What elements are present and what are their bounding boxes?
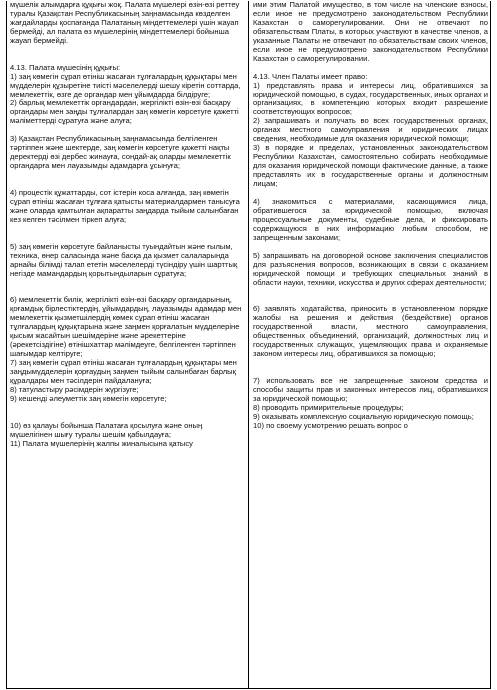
section-heading-ru: 4.13. Член Палаты имеет право:: [253, 71, 368, 81]
russian-text-column: [253, 1, 488, 688]
list-item-kz-2: 2) барлық мемлекеттік органдардан, жергілікті өзін-өзі басқару органдары мен заңды тұлғалардан заң көмегін көрсетуге қажетті мәліметтерді сұратуға және алуға;: [10, 98, 239, 126]
section-heading-kz: 4.13. Палата мүшесінің құқығы:: [10, 62, 121, 72]
list-item-kz-1: 1) заң көмегін сұрап өтініш жасаған тұлғалардың құқықтары мен мүдделерін құзыретіне тиісті мәселелерді шешу кіретін соттарда, мемлекеттік, өзге де органдар мен ұйымдарда білдіруге;: [10, 71, 241, 99]
list-item-kz-6: 6) мемлекеттік билік, жергілікті өзін-өзі басқару органдарының, қоғамдық бірлестіктердің, ұйымдардың, лауазымды адамдар мен мемлекеттік қызметшілердің көмек сұрап өтініш жасаған тұлғалардың құқықтарына және заңмен қорғалатын мүдделеріне қысым жасайтын шешімдеріне және әрекеттеріне (әрекетсіздігіне) өтінішхаттар мәлімдеуге, белгіленген тәртіппен шағымдар келтіруге;: [10, 295, 242, 359]
list-item-kz-9: 9) кешенді әлеуметтік заң көмегін көрсетуге;: [10, 393, 167, 403]
list-item-kz-7: 7) заң көмегін сұрап өтініш жасаған тұлғалардың құқықтары мен заңдымүдделерін қорғаудың заңмен тыйым салынбаған барлық құралдары мен тәсілдерін пайдалануға;: [10, 358, 237, 385]
paragraph-ru-intro: ими этим Палатой имущество, в том числе на членские взносы, если иное не предусмотрено законодательством Республики Казахстан о саморегулировании. Они не отвечают по обязательствам Платы, в которых участвуют в качестве членов, а указанные Палаты не отвечают по обязательствам своих членов, если иное не предусмотрено законодательством Республики Казахстан о саморегулировании.: [253, 1, 488, 63]
list-item-kz-4: 4) процестік құжаттарды, сот істерін коса алғанда, заң көмегін сұрап өтініш жасаған тұлғаға қатысты материалдармен танысуға және оларда қамтылған ақпаратты заңдарда тыйым салынбаған кез келген тәсілмен тіркеп алуға;: [10, 187, 240, 224]
list-item-kz-10: 10) өз қалауы бойынша Палатаға қосылуға және оның мүшелігінен шығу туралы шешім қабылдауға;: [10, 420, 203, 439]
list-item-ru-6: 6) заявлять ходатайства, приносить в установленном порядке жалобы на решения и действия (бездействие) органов государственной власти, местного самоуправления, общественных объединений, организаций, должностных лиц и государственных служащих, ущемляющих права и охраняемые законом интересы лиц, обратившихся за помощью;: [253, 304, 488, 359]
list-item-ru-7: 7) использовать все не запрещенные законом средства и способы защиты прав и законных интересов лиц, обратившихся за юридической помощью;: [253, 375, 488, 403]
list-item-ru-9: 9) оказывать комплексную социальную юридическую помощь;: [253, 411, 474, 421]
list-item-ru-5: 5) запрашивать на договорной основе заключения специалистов для разъяснения вопросов, возникающих в связи с оказанием юридической помощи и требующих специальных знаний в области науки, техники, искусства и других сферах деятельности;: [253, 250, 488, 287]
document-page: [6, 1, 491, 689]
list-item-kz-8: 8) татуластыру рәсімдерін жүргізуге;: [10, 384, 139, 394]
list-item-ru-2: 2) запрашивать и получать во всех государственных органах, органах местного самоуправления и юридических лицах сведения, необходимые для оказания юридической помощи;: [253, 116, 488, 144]
list-item-ru-3: 3) в порядке и пределах, установленных законодательством Республики Казахстан, самостоятельно собирать необходимые для оказания юридической помощи фактические данные, а также представлять их в государственные органы и должностным лицам;: [253, 143, 488, 189]
list-item-ru-1: 1) представлять права и интересы лиц, обратившихся за юридической помощью, в судах, государственных, иных органах и организациях, в компетенцию которых входит разрешение соответствующих вопросов;: [253, 80, 488, 117]
kazakh-text-column: [10, 1, 244, 688]
paragraph-kz-intro: мүшелік алымдарға құқығы жоқ. Палата мүшелері өзін-өзі реттеу туралы Қазақстан Республикасының заңнамасында көзделген жағдайларды қоспағанда Палатаның міндеттемелері үшін жауап бермейді, ал палата өз мүшелерінің міндеттемелері бойынша жауап бермейді.: [10, 1, 240, 45]
list-item-kz-3: 3) Қазақстан Республикасының заңнамасында белгіленген тәртіппен және шектерде, заң көмегін көрсетуге қажетті нақты деректерді өзі дербес жинауға, сондай-ақ оларды мемлекеттік органдарға мен лауазымды адамдарға ұсынуға;: [10, 134, 231, 171]
list-item-kz-5: 5) заң көмегін көрсетуге байланысты туындайтын және ғылым, техника, өнер саласында және басқа да қызмет салаларында арнайы білімді талап ететін мәселелерді түсіндіру үшін шарттық негізде мамандардың қорытындыларын сұратуға;: [10, 241, 238, 278]
column-divider: [248, 1, 249, 688]
list-item-ru-4: 4) знакомиться с материалами, касающимися лица, обратившегося за юридической помощью, включая процессуальные документы, судебные дела, и фиксировать содержащуюся в них информацию любым способом, не запрещенным законами;: [253, 196, 488, 242]
list-item-kz-11: 11) Палата мүшелерінің жалпы жиналысына қатысу: [10, 438, 193, 448]
list-item-ru-10: 10) по своему усмотрению решать вопрос о: [253, 420, 408, 430]
list-item-ru-8: 8) проводить примирительные процедуры;: [253, 402, 404, 412]
